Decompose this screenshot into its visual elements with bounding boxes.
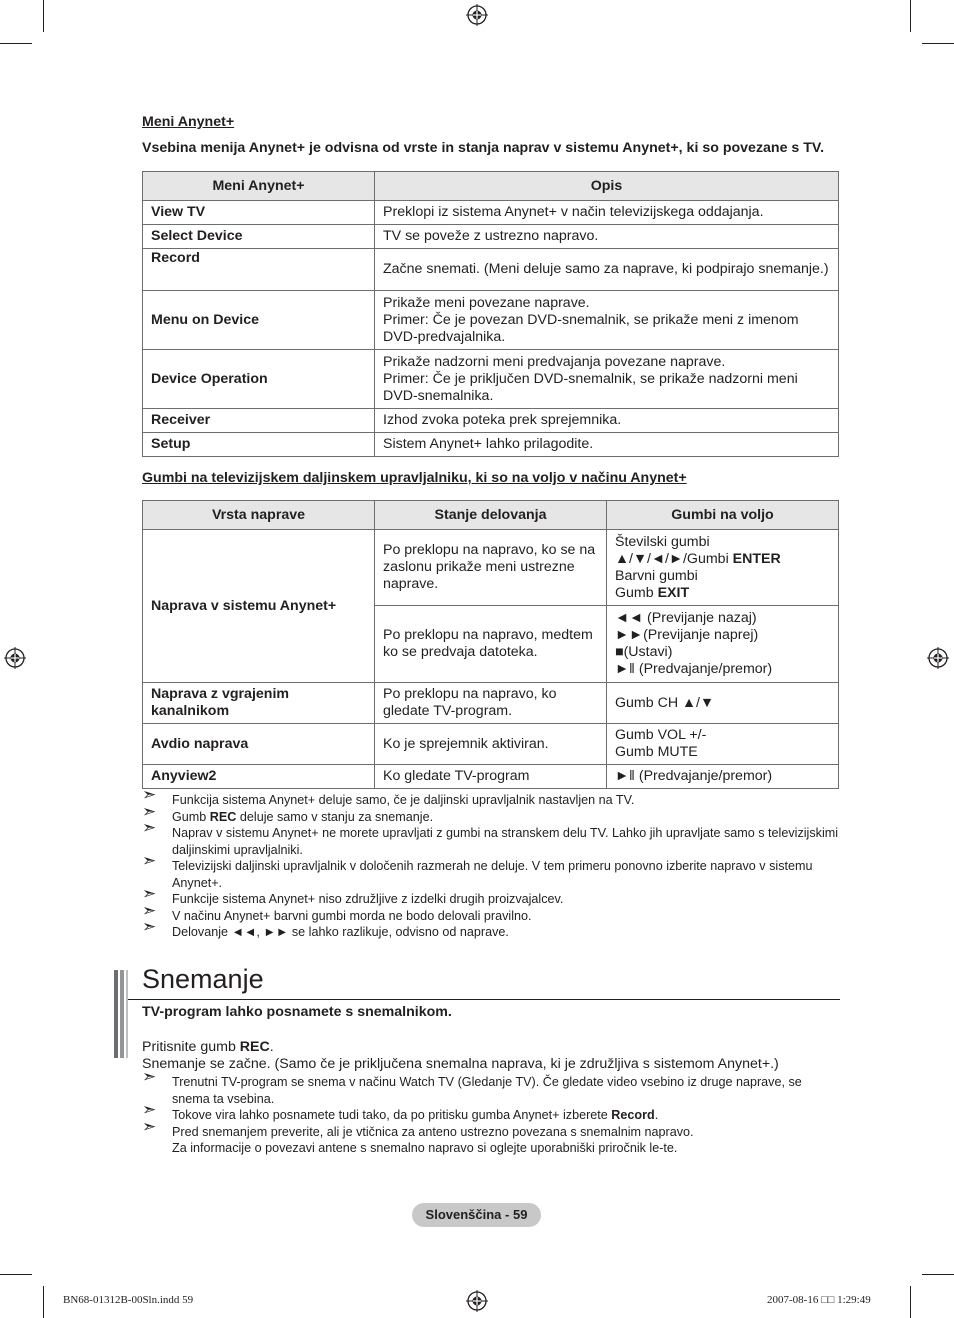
table-row [143, 683, 839, 724]
note-arrow-icon: ➣ [142, 917, 157, 936]
side-bar [120, 970, 124, 1058]
menu-item: Setup [143, 433, 375, 457]
operation-state: Ko je sprejemnik aktiviran. [375, 724, 607, 765]
available-buttons: Gumb CH ▲/▼ [607, 683, 839, 724]
column-header: Opis [375, 172, 839, 201]
table-row [143, 530, 839, 606]
note-text: Funkcije sistema Anynet+ niso združljive z izdelki drugih proizvajalcev. [172, 892, 564, 906]
crop-mark [922, 43, 954, 44]
available-buttons [607, 724, 839, 765]
note-text: Trenutni TV-program se snema v načinu Watch TV (Gledanje TV). Če gledate video vsebino iz druge naprave, se snema ta vsebina. [172, 1075, 802, 1106]
registration-mark-icon [927, 647, 949, 669]
menu-item: View TV [143, 201, 375, 225]
menu-desc: Sistem Anynet+ lahko prilagodite. [375, 433, 839, 457]
button-text: Gumb [615, 584, 658, 601]
section-title: Snemanje [142, 964, 264, 994]
crop-mark [922, 1274, 954, 1275]
button-line [615, 585, 830, 602]
note-item [142, 884, 842, 908]
note-text: V načinu Anynet+ barvni gumbi morda ne bodo delovali pravilno. [172, 908, 532, 923]
section-subtitle: TV-program lahko posnamete s snemalnikom. [142, 1004, 452, 1020]
note-text: Naprav v sistemu Anynet+ ne morete upravljati z gumbi na stranskem delu TV. Lahko jih upravljate samo s televizijskimi daljinskimi upravljalniki. [172, 826, 839, 857]
column-header: Meni Anynet+ [143, 172, 375, 201]
side-bar [114, 970, 118, 1058]
table-row [143, 765, 839, 789]
note-text: Pred snemanjem preverite, ali je vtičnica za anteno ustrezno povezana s snemalnim napravo. [172, 1124, 694, 1139]
note-key: Record [611, 1108, 655, 1122]
crop-mark [910, 1286, 911, 1318]
operation-state: Po preklopu na napravo, ko gledate TV-program. [375, 683, 607, 724]
menu-heading: Meni Anynet+ [142, 114, 235, 130]
table-header-row [143, 501, 839, 530]
note-item [142, 851, 842, 891]
device-type: Naprava z vgrajenim kanalnikom [143, 683, 375, 724]
operation-state: Po preklopu na napravo, ko se na zaslonu prikaže meni ustrezne naprave. [375, 530, 607, 606]
device-type: Anyview2 [143, 765, 375, 789]
table-row [143, 225, 839, 249]
note-arrow-icon: ➣ [142, 1116, 157, 1136]
desc-line: Prikaže meni povezane naprave. [383, 294, 590, 311]
menu-intro: Vsebina menija Anynet+ je odvisna od vrste in stanja naprav v sistemu Anynet+, ki so povezane s TV. [142, 140, 825, 156]
button-key: ENTER [732, 550, 781, 567]
button-line: ►ǁ (Predvajanje/premor) [615, 661, 773, 677]
note-item [142, 1100, 842, 1124]
file-slug: BN68-01312B-00Sln.indd 59 [63, 1294, 194, 1306]
menu-desc [375, 350, 839, 409]
note-arrow-icon: ➣ [142, 884, 157, 903]
registration-mark-icon [4, 647, 26, 669]
button-line [615, 551, 830, 568]
table-row [143, 201, 839, 225]
note-text: Za informacije o povezavi antene s snemalno napravo si oglejte uporabniški priročnik le-te. [172, 1141, 678, 1155]
recording-step [142, 1039, 274, 1055]
table-row [143, 249, 839, 291]
table-row [143, 291, 839, 350]
note-arrow-icon: ➣ [142, 851, 157, 870]
column-header: Vrsta naprave [143, 501, 375, 530]
note-arrow-icon: ➣ [142, 900, 157, 920]
note-text: . [654, 1108, 659, 1122]
note-text: Gumb [172, 809, 210, 824]
table-row [143, 724, 839, 765]
note-item [142, 917, 842, 941]
recording-step: Snemanje se začne. (Samo če je priključena snemalna naprava, ki je združljiva s sistemom Anynet+.) [142, 1056, 779, 1072]
menu-table [142, 171, 839, 457]
device-type: Avdio naprava [143, 724, 375, 765]
crop-mark [0, 43, 32, 44]
button-line: ◄◄ (Previjanje nazaj) [615, 610, 757, 626]
note-arrow-icon: ➣ [142, 1067, 157, 1086]
section-rule [128, 999, 840, 1000]
menu-item: Select Device [143, 225, 375, 249]
operation-state: Ko gledate TV-program [375, 765, 607, 789]
button-line: Gumb MUTE [615, 744, 698, 760]
desc-line: Primer: Če je priključen DVD-snemalnik, se prikaže nadzorni meni DVD-snemalnika. [383, 370, 798, 404]
button-line: ■(Ustavi) [615, 644, 673, 660]
date-slug: 2007-08-16 □□ 1:29:49 [767, 1294, 871, 1306]
table-header-row [143, 172, 839, 201]
note-item [142, 1067, 842, 1107]
note-arrow-icon: ➣ [142, 1100, 157, 1119]
button-line: Gumb VOL +/- [615, 727, 707, 743]
side-bar [126, 970, 128, 1058]
buttons-table [142, 500, 839, 789]
crop-mark [43, 1286, 44, 1318]
column-header: Stanje delovanja [375, 501, 607, 530]
available-buttons: ►ǁ (Predvajanje/premor) [607, 765, 839, 789]
device-type: Naprava v sistemu Anynet+ [143, 530, 375, 683]
button-line: ►►(Previjanje naprej) [615, 627, 759, 643]
menu-item: Record [143, 249, 375, 291]
note-item [142, 1116, 842, 1157]
note-item [142, 900, 842, 925]
note-text: Delovanje ◄◄, ►► se lahko razlikuje, odvisno od naprave. [172, 925, 509, 939]
menu-desc: Začne snemati. (Meni deluje samo za naprave, ki podpirajo snemanje.) [375, 249, 839, 291]
table-row [143, 409, 839, 433]
note-item [142, 818, 842, 858]
note-text: Televizijski daljinski upravljalnik v določenih razmerah ne deluje. V tem primeru ponovno izberite napravo v sistemu Anynet+. [172, 859, 813, 890]
page-number-badge: Slovenščina - 59 [412, 1203, 541, 1227]
registration-mark-icon [466, 1290, 488, 1312]
available-buttons [607, 606, 839, 683]
button-line: Barvni gumbi [615, 567, 698, 584]
menu-desc: Izhod zvoka poteka prek sprejemnika. [375, 409, 839, 433]
recording-notes [142, 1067, 842, 1157]
available-buttons [607, 530, 839, 606]
note-arrow-icon: ➣ [142, 801, 157, 821]
button-text: ▲/▼/◄/►/Gumbi [615, 550, 733, 567]
table-row [143, 433, 839, 457]
column-header: Gumbi na voljo [607, 501, 839, 530]
menu-item: Receiver [143, 409, 375, 433]
button-line: Številski gumbi [615, 533, 710, 550]
registration-mark-icon [466, 4, 488, 26]
note-text: Tokove vira lahko posnamete tudi tako, da po pritisku gumba Anynet+ izberete [172, 1108, 612, 1122]
note-text: deluje samo v stanju za snemanje. [236, 809, 434, 824]
note-arrow-icon: ➣ [142, 785, 157, 804]
menu-desc: Preklopi iz sistema Anynet+ v način televizijskega oddajanja. [375, 201, 839, 225]
crop-mark [0, 1274, 32, 1275]
notes-list [142, 785, 842, 941]
button-key: EXIT [657, 584, 690, 601]
menu-desc [375, 291, 839, 350]
menu-item: Menu on Device [143, 291, 375, 350]
operation-state: Po preklopu na napravo, medtem ko se predvaja datoteka. [375, 606, 607, 683]
note-key: REC [209, 809, 237, 824]
menu-item: Device Operation [143, 350, 375, 409]
crop-mark [910, 0, 911, 32]
note-text: Funkcija sistema Anynet+ deluje samo, če je daljinski upravljalnik nastavljen na TV. [172, 793, 635, 807]
crop-mark [43, 0, 44, 32]
section-side-bars [114, 970, 128, 1058]
step-key: REC [239, 1039, 270, 1055]
step-text: Pritisnite gumb [142, 1039, 240, 1055]
buttons-heading: Gumbi na televizijskem daljinskem upravljalniku, ki so na voljo v načinu Anynet+ [142, 470, 687, 486]
note-item [142, 801, 842, 826]
desc-line: Primer: Če je povezan DVD-snemalnik, se prikaže meni z imenom DVD-predvajalnika. [383, 311, 799, 345]
menu-desc: TV se poveže z ustrezno napravo. [375, 225, 839, 249]
desc-line: Prikaže nadzorni meni predvajanja povezane naprave. [383, 353, 726, 370]
note-item [142, 785, 842, 809]
step-text: . [269, 1039, 274, 1055]
table-row [143, 350, 839, 409]
note-arrow-icon: ➣ [142, 818, 157, 837]
